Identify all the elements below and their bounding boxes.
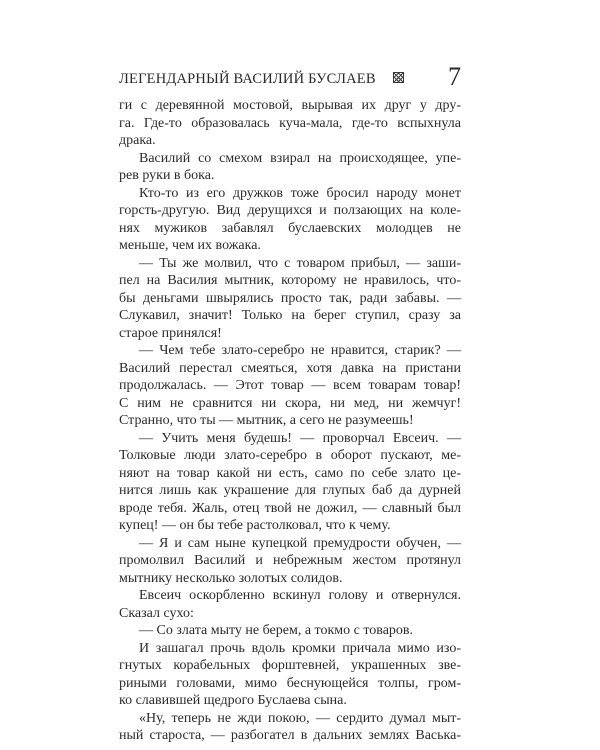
text-line: риными головами, мимо беснующейся толпы, гром- (119, 675, 461, 691)
body-text (119, 97, 461, 745)
text-line: нится лишь как украшение для глупых баб да дурней (119, 483, 461, 498)
text-line: Странно, что ты — мытник, а сего не разумеешь! (119, 413, 414, 428)
text-line: нях мужиков забавлял буслаевских молодцев не (119, 220, 461, 236)
text-line: «Ну, теперь не жди покою, — сердито думал мыт- (139, 710, 461, 726)
text-line: драка. (119, 133, 156, 148)
text-line: ный староста, — разбогател в дальних землях Васька- (119, 728, 461, 743)
text-line: И зашагал прочь вдоль кромки причала мимо изо- (139, 640, 461, 656)
text-line: промолвил Василий и небрежным жестом протянул (119, 553, 461, 568)
running-header (119, 62, 461, 92)
text-line: вроде тебя. Жаль, отец твой не дожил, — славный был (119, 500, 461, 516)
text-line: меньше, чем их вожака. (119, 238, 261, 253)
text-line: ко славившей щедрого Буслаева сына. (119, 693, 347, 708)
text-line: бы деньгами швырялись просто так, ради забавы. — (119, 290, 461, 306)
text-line: купец! — он бы тебе растолковал, что к чему. (119, 518, 391, 533)
text-line: Василий со смехом взирал на происходящее, упе- (139, 150, 461, 166)
text-line: горсть-другую. Вид дерущихся и ползающих на коле- (119, 203, 461, 218)
chapter-title: ЛЕГЕНДАРНЫЙ ВАСИЛИЙ БУСЛАЕВ (119, 71, 376, 87)
page-number: 7 (448, 62, 461, 91)
text-line: Евсеич оскорбленно вскинул голову и отвернулся. (139, 588, 461, 603)
text-line: мытнику несколько золотых солидов. (119, 570, 343, 586)
text-line: Кто-то из его дружков тоже бросил народу монет (139, 185, 461, 201)
text-line: — Учить меня будешь! — проворчал Евсеич. — (139, 430, 461, 446)
text-line: С ним не сравнится ни скора, ни мед, ни жемчуг! (119, 395, 461, 411)
text-line: пел на Василия мытник, которому не нравилось, что- (119, 273, 461, 288)
text-line: — Я и сам ныне купецкой премудрости обучен, — (139, 535, 461, 551)
text-line: Слукавил, значит! Только на берег ступил, сразу за (119, 308, 461, 323)
text-line: няют на товар какой ни есть, само по себе злато це- (119, 465, 461, 481)
text-line: Толковые люди злато-серебро в оборот пускают, ме- (119, 448, 461, 463)
text-line: — Со злата мыту не берем, а токмо с товаров. (139, 623, 414, 638)
decorative-square-icon (393, 72, 404, 83)
text-line: га. Где-то образовалась куча-мала, где-то вспыхнула (119, 115, 461, 131)
text-line: Сказал сухо: (119, 605, 194, 621)
text-line: Василий перестал смеяться, хотя давка на пристани (119, 360, 461, 376)
text-line: — Чем тебе злато-серебро не нравится, старик? — (139, 343, 461, 358)
text-line: старое принялся! (119, 325, 222, 341)
text-line: рев руки в бока. (119, 168, 215, 183)
text-line: гнутых корабельных форштевней, украшенных зве- (119, 658, 461, 673)
text-line: — Ты же молвил, что с товаром прибыл, — заши- (139, 255, 461, 271)
text-line: продолжалась. — Этот товар — всем товарам товар! (119, 378, 461, 393)
text-line: ги с деревянной мостовой, вырывая их друг у дру- (119, 98, 461, 113)
